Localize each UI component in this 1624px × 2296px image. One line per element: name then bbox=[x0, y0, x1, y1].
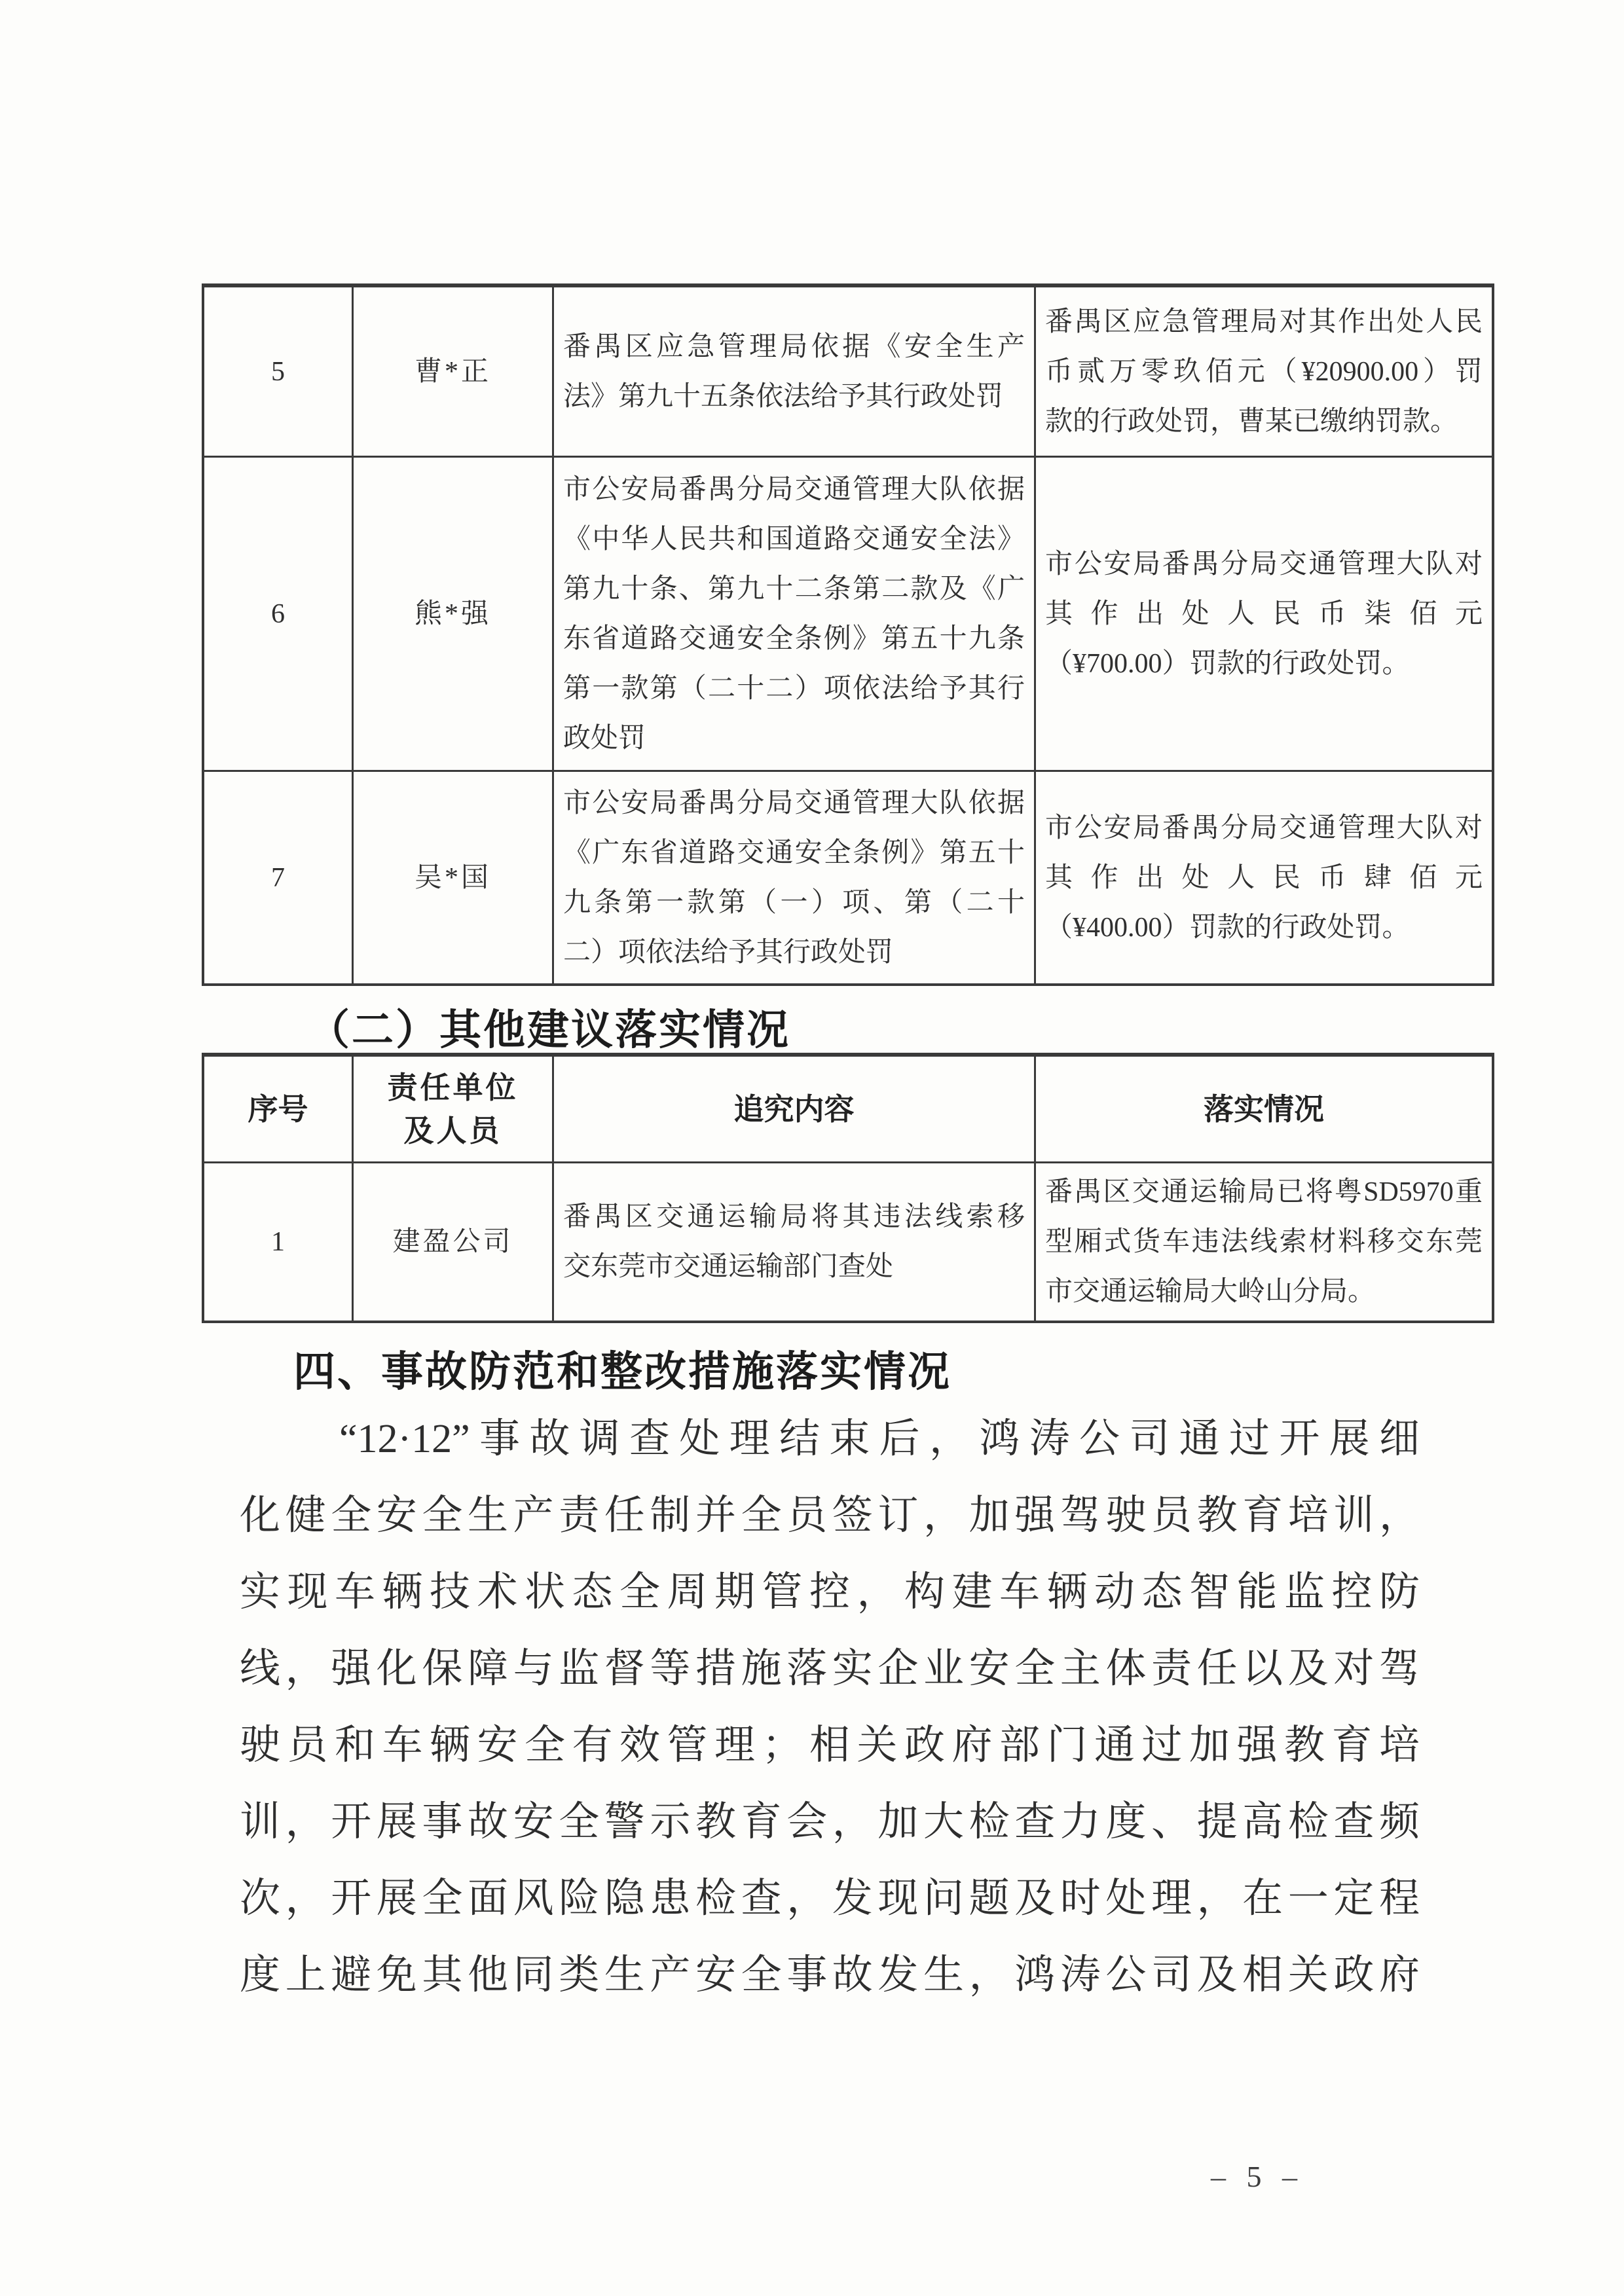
cell-serial: 7 bbox=[203, 771, 353, 985]
cell-line: 款的行政处罚，曹某已缴纳罚款。 bbox=[1045, 406, 1458, 437]
header-responsible-unit bbox=[353, 1055, 553, 1163]
cell-person: 熊*强 bbox=[353, 457, 553, 771]
cell-legal-basis bbox=[553, 285, 1035, 457]
cell-line: 九条第一款第（一）项、第（二十 bbox=[563, 887, 1025, 918]
cell-line: （¥400.00）罚款的行政处罚。 bbox=[1045, 912, 1410, 943]
header-pursuit-content: 追究内容 bbox=[553, 1055, 1035, 1163]
table-header-row bbox=[203, 1055, 1493, 1163]
cell-line: 番禺区交通运输局将其违法线索移 bbox=[563, 1202, 1025, 1232]
cell-line: 第一款第（二十二）项依法给予其行 bbox=[563, 673, 1025, 704]
header-serial: 序号 bbox=[203, 1055, 353, 1163]
paragraph-line: 次，开展全面风险隐患检查，发现问题及时处理，在一定程 bbox=[240, 1876, 1420, 1921]
subsection-heading-other-recommendations: （二）其他建议落实情况 bbox=[308, 1006, 790, 1053]
cell-line: 《中华人民共和国道路交通安全法》 bbox=[563, 524, 1025, 555]
cell-line: 市公安局番禺分局交通管理大队依据 bbox=[563, 788, 1025, 818]
cell-line: （¥700.00）罚款的行政处罚。 bbox=[1045, 648, 1410, 679]
cell-serial: 6 bbox=[203, 457, 353, 771]
table-row bbox=[203, 457, 1493, 771]
paragraph-line: 度上避免其他同类生产安全事故发生，鸿涛公司及相关政府 bbox=[240, 1953, 1420, 1997]
cell-implementation-status bbox=[1035, 1163, 1494, 1322]
cell-enforcement-result bbox=[1035, 457, 1494, 771]
paragraph-line: 实现车辆技术状态全周期管控，构建车辆动态智能监控防 bbox=[240, 1570, 1420, 1614]
paragraph-line: 化健全安全生产责任制并全员签订，加强驾驶员教育培训， bbox=[240, 1493, 1420, 1538]
cell-line: 市公安局番禺分局交通管理大队依据 bbox=[563, 474, 1025, 505]
cell-line: 东省道路交通安全条例》第五十九条 bbox=[563, 623, 1025, 654]
header-line: 及人员 bbox=[403, 1114, 502, 1148]
header-implementation-status: 落实情况 bbox=[1035, 1055, 1494, 1163]
cell-legal-basis bbox=[553, 457, 1035, 771]
section-heading-prevention-measures: 四、事故防范和整改措施落实情况 bbox=[293, 1348, 951, 1395]
paragraph-line: 驶员和车辆安全有效管理；相关政府部门通过加强教育培 bbox=[240, 1723, 1420, 1768]
body-paragraph bbox=[240, 1401, 1420, 2014]
paragraph-line: “12·12”事故调查处理结束后，鸿涛公司通过开展细 bbox=[339, 1417, 1420, 1461]
cell-line: 法》第九十五条依法给予其行政处罚 bbox=[563, 381, 1004, 412]
paragraph-line: 训，开展事故安全警示教育会，加大检查力度、提高检查频 bbox=[240, 1800, 1420, 1844]
table-row bbox=[203, 285, 1493, 457]
table-row bbox=[203, 1163, 1493, 1322]
cell-person: 吴*国 bbox=[353, 771, 553, 985]
cell-serial: 5 bbox=[203, 285, 353, 457]
cell-line: 币贰万零玖佰元（¥20900.00）罚 bbox=[1045, 356, 1483, 387]
cell-line: 型厢式货车违法线索材料移交东莞 bbox=[1045, 1227, 1483, 1257]
table-row bbox=[203, 771, 1493, 985]
cell-serial: 1 bbox=[203, 1163, 353, 1322]
cell-enforcement-result bbox=[1035, 285, 1494, 457]
cell-line: 政处罚 bbox=[563, 723, 646, 754]
punishment-table bbox=[202, 283, 1494, 986]
cell-line: 其作出处人民币柒佰元 bbox=[1045, 598, 1483, 629]
cell-person: 曹*正 bbox=[353, 285, 553, 457]
cell-line: 二）项依法给予其行政处罚 bbox=[563, 937, 894, 968]
cell-pursuit-content bbox=[553, 1163, 1035, 1322]
cell-line: 番禺区交通运输局已将粤SD5970重 bbox=[1045, 1177, 1483, 1207]
page-number: – 5 – bbox=[1211, 2160, 1304, 2193]
cell-line: 交东莞市交通运输部门查处 bbox=[563, 1252, 894, 1282]
cell-line: 第九十条、第九十二条第二款及《广 bbox=[563, 574, 1025, 604]
cell-legal-basis bbox=[553, 771, 1035, 985]
cell-line: 《广东省道路交通安全条例》第五十 bbox=[563, 837, 1025, 868]
cell-line: 市公安局番禺分局交通管理大队对 bbox=[1045, 812, 1483, 843]
cell-line: 番禺区应急管理局依据《安全生产 bbox=[563, 331, 1025, 362]
other-recommendations-table bbox=[202, 1053, 1494, 1323]
cell-unit: 建盈公司 bbox=[353, 1163, 553, 1322]
header-line: 责任单位 bbox=[387, 1070, 519, 1104]
cell-line: 市公安局番禺分局交通管理大队对 bbox=[1045, 549, 1483, 579]
cell-line: 其作出处人民币肆佰元 bbox=[1045, 862, 1483, 893]
cell-line: 市交通运输局大岭山分局。 bbox=[1045, 1277, 1376, 1307]
cell-line: 番禺区应急管理局对其作出处人民 bbox=[1045, 306, 1483, 337]
paragraph-line: 线，强化保障与监督等措施落实企业安全主体责任以及对驾 bbox=[240, 1647, 1420, 1691]
cell-enforcement-result bbox=[1035, 771, 1494, 985]
